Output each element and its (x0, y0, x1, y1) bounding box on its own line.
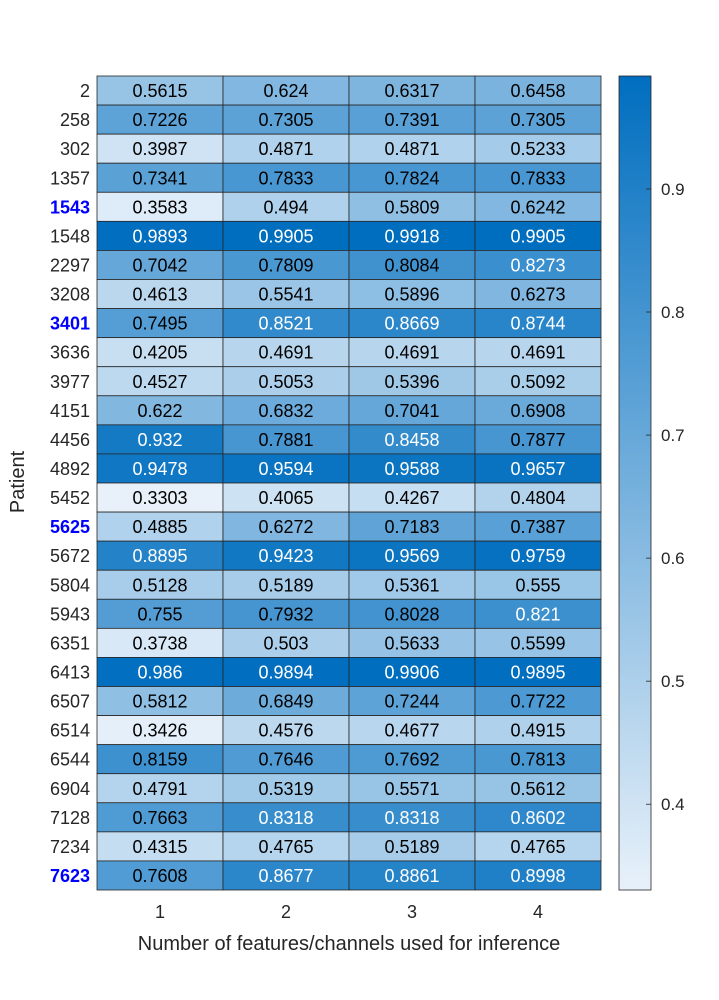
cell-value-label: 0.8458 (384, 429, 440, 450)
y-tick-label: 4151 (49, 400, 90, 421)
cell-value-label: 0.9905 (258, 226, 314, 247)
cell-value-label: 0.3426 (132, 720, 188, 741)
cell-value-label: 0.624 (263, 81, 309, 102)
colorbar-tick-label: 0.6 (661, 549, 685, 569)
cell-value-label: 0.7041 (384, 400, 440, 421)
colorbar-tick-label: 0.9 (661, 179, 685, 199)
y-tick-label: 7623 (49, 865, 90, 886)
cell-value-label: 0.6908 (510, 400, 566, 421)
cell-value-label: 0.3583 (132, 197, 188, 218)
cell-value-label: 0.7305 (510, 110, 566, 131)
cell-value-label: 0.7341 (132, 168, 188, 189)
cell-value-label: 0.7877 (510, 429, 566, 450)
cell-value-label: 0.7663 (132, 807, 188, 828)
cell-value-label: 0.4804 (510, 488, 566, 509)
y-tick-label: 3977 (49, 371, 90, 392)
cell-value-label: 0.5396 (384, 371, 440, 392)
y-tick-label: 7234 (49, 836, 90, 857)
cell-value-label: 0.7833 (258, 168, 314, 189)
cell-value-label: 0.5189 (384, 836, 440, 857)
cell-value-label: 0.5633 (384, 633, 440, 654)
cell-value-label: 0.5361 (384, 575, 440, 596)
x-tick-labels (155, 902, 543, 922)
y-tick-label: 6413 (49, 662, 90, 683)
heatmap-cells (97, 76, 601, 890)
y-tick-label: 2 (79, 81, 90, 102)
cell-value-label: 0.755 (137, 604, 183, 625)
y-tick-label: 2297 (49, 255, 90, 276)
cell-value-label: 0.8602 (510, 807, 566, 828)
cell-value-label: 0.4315 (132, 836, 188, 857)
y-tick-label: 5625 (49, 517, 90, 538)
cell-value-label: 0.8861 (384, 865, 440, 886)
cell-value-label: 0.7305 (258, 110, 314, 131)
cell-value-label: 0.4791 (132, 778, 188, 799)
cell-value-label: 0.4871 (384, 139, 440, 160)
cell-value-label: 0.5612 (510, 778, 566, 799)
cell-value-label: 0.9918 (384, 226, 440, 247)
cell-value-label: 0.4691 (510, 342, 566, 363)
x-tick-label: 1 (154, 902, 166, 922)
cell-value-label: 0.7226 (132, 110, 188, 131)
cell-value-label: 0.5599 (510, 633, 566, 654)
cell-value-label: 0.4527 (132, 371, 188, 392)
cell-value-label: 0.4765 (258, 836, 314, 857)
cell-value-label: 0.5233 (510, 139, 566, 160)
x-tick-label: 3 (406, 902, 418, 922)
cell-value-label: 0.5053 (258, 371, 314, 392)
cell-value-label: 0.3738 (132, 633, 188, 654)
y-tick-label: 6904 (49, 778, 90, 799)
cell-value-label: 0.7042 (132, 255, 188, 276)
y-tick-label: 5804 (49, 575, 90, 596)
cell-value-label: 0.3987 (132, 139, 188, 160)
cell-value-label: 0.9478 (132, 458, 188, 479)
y-tick-label: 3636 (49, 342, 90, 363)
cell-value-label: 0.4915 (510, 720, 566, 741)
cell-value-label: 0.4765 (510, 836, 566, 857)
x-tick-label: 2 (280, 902, 292, 922)
cell-value-label: 0.5319 (258, 778, 314, 799)
cell-value-label: 0.6242 (510, 197, 566, 218)
cell-value-label: 0.7833 (510, 168, 566, 189)
colorbar-gradient (619, 76, 651, 890)
cell-value-label: 0.5809 (384, 197, 440, 218)
y-tick-label: 1357 (49, 168, 90, 189)
cell-value-label: 0.4613 (132, 284, 188, 305)
cell-value-label: 0.4677 (384, 720, 440, 741)
cell-value-label: 0.494 (263, 197, 309, 218)
cell-value-label: 0.6273 (510, 284, 566, 305)
cell-value-label: 0.4691 (258, 342, 314, 363)
y-tick-labels (50, 81, 90, 886)
cell-value-label: 0.4691 (384, 342, 440, 363)
cell-value-label: 0.9569 (384, 546, 440, 567)
colorbar-tick-label: 0.5 (661, 672, 685, 692)
cell-value-label: 0.8159 (132, 749, 188, 770)
cell-value-label: 0.8998 (510, 865, 566, 886)
cell-value-label: 0.5896 (384, 284, 440, 305)
cell-value-label: 0.7722 (510, 691, 566, 712)
cell-value-label: 0.7387 (510, 517, 566, 538)
cell-value-label: 0.7391 (384, 110, 440, 131)
cell-value-label: 0.9895 (510, 662, 566, 683)
y-tick-label: 5943 (49, 604, 90, 625)
cell-value-label: 0.7646 (258, 749, 314, 770)
colorbar (619, 76, 685, 890)
cell-value-label: 0.9906 (384, 662, 440, 683)
cell-value-label: 0.6832 (258, 400, 314, 421)
y-tick-label: 6544 (49, 749, 90, 770)
cell-value-label: 0.9905 (510, 226, 566, 247)
cell-value-label: 0.9594 (258, 458, 314, 479)
cell-value-label: 0.8669 (384, 313, 440, 334)
cell-value-label: 0.8273 (510, 255, 566, 276)
cell-value-label: 0.7809 (258, 255, 314, 276)
cell-value-label: 0.5189 (258, 575, 314, 596)
cell-value-label: 0.9759 (510, 546, 566, 567)
y-tick-label: 3401 (49, 313, 90, 334)
y-tick-label: 7128 (49, 807, 90, 828)
cell-value-label: 0.9657 (510, 458, 566, 479)
cell-value-label: 0.8318 (258, 807, 314, 828)
cell-value-label: 0.622 (137, 400, 183, 421)
cell-value-label: 0.4205 (132, 342, 188, 363)
y-tick-label: 258 (59, 110, 90, 131)
cell-value-label: 0.7932 (258, 604, 314, 625)
cell-value-label: 0.5092 (510, 371, 566, 392)
cell-value-label: 0.7608 (132, 865, 188, 886)
y-tick-label: 4892 (49, 458, 90, 479)
cell-value-label: 0.6272 (258, 517, 314, 538)
cell-value-label: 0.4576 (258, 720, 314, 741)
y-axis-label: Patient (7, 450, 29, 514)
cell-value-label: 0.8084 (384, 255, 440, 276)
cell-value-label: 0.8744 (510, 313, 566, 334)
y-tick-label: 5672 (49, 546, 90, 567)
cell-value-label: 0.8895 (132, 546, 188, 567)
cell-value-label: 0.986 (137, 662, 183, 683)
cell-value-label: 0.6849 (258, 691, 314, 712)
cell-value-label: 0.8318 (384, 807, 440, 828)
y-tick-label: 4456 (49, 429, 90, 450)
cell-value-label: 0.8521 (258, 313, 314, 334)
colorbar-tick-label: 0.7 (661, 426, 685, 446)
colorbar-tick-label: 0.8 (661, 303, 685, 323)
cell-value-label: 0.3303 (132, 488, 188, 509)
cell-value-label: 0.9893 (132, 226, 188, 247)
cell-value-label: 0.4885 (132, 517, 188, 538)
y-tick-label: 1543 (49, 197, 90, 218)
cell-value-label: 0.7692 (384, 749, 440, 770)
y-tick-label: 5452 (49, 488, 90, 509)
cell-value-label: 0.9423 (258, 546, 314, 567)
cell-value-label: 0.6458 (510, 81, 566, 102)
y-tick-label: 6514 (49, 720, 90, 741)
cell-value-label: 0.6317 (384, 81, 440, 102)
cell-value-label: 0.8677 (258, 865, 314, 886)
cell-value-label: 0.932 (137, 429, 183, 450)
cell-value-label: 0.7244 (384, 691, 440, 712)
y-tick-label: 3208 (49, 284, 90, 305)
y-tick-label: 6507 (49, 691, 90, 712)
cell-value-label: 0.5571 (384, 778, 440, 799)
cell-value-label: 0.4871 (258, 139, 314, 160)
cell-value-label: 0.7813 (510, 749, 566, 770)
cell-value-label: 0.5615 (132, 81, 188, 102)
cell-value-label: 0.555 (515, 575, 561, 596)
cell-value-label: 0.7881 (258, 429, 314, 450)
cell-value-label: 0.821 (515, 604, 561, 625)
cell-value-label: 0.5128 (132, 575, 188, 596)
y-tick-label: 6351 (49, 633, 90, 654)
y-tick-label: 1548 (49, 226, 90, 247)
cell-value-label: 0.7824 (384, 168, 440, 189)
cell-value-label: 0.7183 (384, 517, 440, 538)
cell-value-label: 0.9588 (384, 458, 440, 479)
cell-value-label: 0.503 (263, 633, 309, 654)
cell-value-label: 0.7495 (132, 313, 188, 334)
cell-value-label: 0.5541 (258, 284, 314, 305)
colorbar-tick-label: 0.4 (661, 795, 685, 815)
y-tick-label: 302 (59, 139, 90, 160)
cell-value-label: 0.5812 (132, 691, 188, 712)
cell-value-label: 0.8028 (384, 604, 440, 625)
cell-value-label: 0.4267 (384, 488, 440, 509)
x-axis-label: Number of features/channels used for inference (137, 933, 561, 955)
x-tick-label: 4 (532, 902, 544, 922)
cell-value-label: 0.4065 (258, 488, 314, 509)
cell-value-label: 0.9894 (258, 662, 314, 683)
